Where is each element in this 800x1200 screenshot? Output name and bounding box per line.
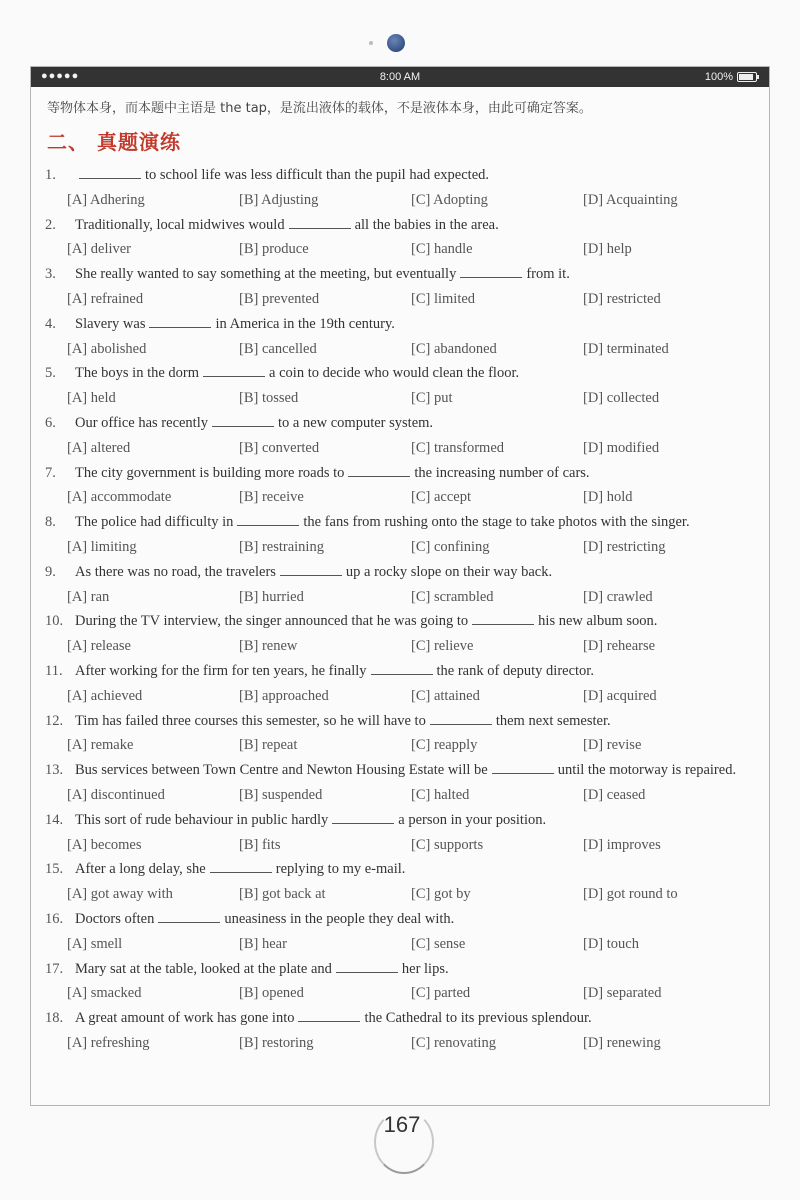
answer-option: [B] produce (239, 241, 309, 258)
question-number: 5. (45, 365, 56, 382)
question-item (45, 857, 755, 907)
question-text-after: the fans from rushing onto the stage to take photos with the singer. (303, 514, 690, 531)
page-content (31, 87, 769, 1056)
answer-option: [A] refreshing (67, 1034, 150, 1051)
question-item (45, 262, 755, 312)
answer-option: [D] separated (583, 985, 662, 1002)
question-number: 6. (45, 414, 56, 431)
answer-blank (298, 1009, 360, 1022)
answer-option: [C] Adopting (411, 191, 488, 208)
question-item (45, 609, 755, 659)
question-text (75, 957, 755, 982)
answer-blank (158, 910, 220, 923)
intro-text: 等物体本身，而本题中主语是 the tap，是流出液体的载体，不是液体本身，由此可确定答案。 (47, 101, 592, 116)
answer-option: [A] discontinued (67, 786, 165, 803)
question-text (75, 609, 755, 634)
answer-option: [D] restricted (583, 290, 661, 307)
answer-option: [B] hurried (239, 588, 304, 605)
question-text (75, 659, 755, 684)
question-text-before: The police had difficulty in (75, 514, 234, 531)
answer-option: [C] supports (411, 836, 484, 853)
question-text-after: her lips. (401, 960, 449, 977)
question-item (45, 411, 755, 461)
question-text (75, 758, 755, 783)
question-text (75, 808, 755, 833)
question-text-after: a coin to decide who would clean the floor. (269, 365, 520, 382)
battery-icon (737, 72, 757, 82)
question-number: 12. (45, 712, 64, 729)
answer-blank (332, 811, 394, 824)
question-stem (45, 1006, 755, 1031)
question-number: 16. (45, 910, 64, 927)
question-text (75, 461, 755, 486)
answer-blank (149, 315, 211, 328)
answer-option: [D] modified (583, 439, 660, 456)
answer-option: [A] altered (67, 439, 131, 456)
answer-option: [A] smacked (67, 985, 142, 1002)
answer-blank (289, 216, 351, 229)
answer-options (45, 337, 755, 362)
question-stem (45, 659, 755, 684)
question-text-after: to school life was less difficult than the pupil had expected. (145, 167, 490, 183)
answer-option: [C] sense (411, 935, 466, 952)
answer-option: [D] renewing (583, 1034, 661, 1051)
answer-options (45, 585, 755, 610)
question-item (45, 560, 755, 610)
answer-options (45, 634, 755, 659)
answer-blank (280, 563, 342, 576)
question-text (75, 709, 755, 734)
answer-options (45, 833, 755, 858)
question-stem (45, 213, 755, 238)
answer-option: [C] got by (411, 886, 471, 903)
answer-option: [C] renovating (411, 1034, 496, 1051)
question-text (75, 907, 755, 932)
answer-options (45, 386, 755, 411)
question-text (75, 213, 755, 238)
answer-blank (460, 265, 522, 278)
question-text-before: A great amount of work has gone into (75, 1010, 295, 1027)
answer-option: [C] accept (411, 489, 471, 506)
answer-option: [C] abandoned (411, 340, 497, 357)
answer-option: [D] help (583, 241, 632, 258)
battery-percent: 100% (704, 71, 733, 83)
question-stem (45, 411, 755, 436)
question-number: 11. (45, 662, 63, 679)
question-text-after: up a rocky slope on their way back. (345, 563, 553, 580)
tablet-screen (30, 66, 770, 1106)
answer-option: [B] tossed (239, 390, 299, 407)
answer-option: [A] held (67, 390, 116, 407)
question-text-after: the increasing number of cars. (414, 464, 590, 481)
answer-option: [A] becomes (67, 836, 142, 853)
question-text-before: She really wanted to say something at the meeting, but eventually (75, 266, 457, 283)
question-text-after: them next semester. (495, 712, 611, 729)
answer-option: [B] got back at (239, 886, 326, 903)
question-text-before: Doctors often (75, 910, 155, 927)
answer-option: [D] hold (583, 489, 633, 506)
answer-options (45, 733, 755, 758)
question-text-after: replying to my e-mail. (275, 861, 406, 878)
answer-option: [A] accommodate (67, 489, 172, 506)
question-text (75, 1006, 755, 1031)
question-text (75, 857, 755, 882)
question-text (75, 163, 755, 188)
answer-option: [C] attained (411, 687, 480, 704)
question-text-after: all the babies in the area. (354, 216, 499, 233)
answer-option: [A] achieved (67, 687, 143, 704)
question-text (75, 262, 755, 287)
answer-option: [A] release (67, 638, 131, 655)
answer-option: [B] opened (239, 985, 304, 1002)
answer-option: [B] converted (239, 439, 320, 456)
answer-option: [B] restraining (239, 538, 324, 555)
question-stem (45, 907, 755, 932)
answer-option: [D] improves (583, 836, 661, 853)
answer-option: [C] handle (411, 241, 473, 258)
answer-blank (79, 166, 141, 179)
question-number: 2. (45, 216, 56, 233)
question-text-after: his new album soon. (538, 613, 658, 630)
answer-option: [A] smell (67, 935, 123, 952)
page-number: 167 (383, 1112, 421, 1137)
question-text (75, 361, 755, 386)
answer-option: [B] hear (239, 935, 287, 952)
question-item (45, 1006, 755, 1056)
answer-option: [C] reapply (411, 737, 478, 754)
answer-option: [D] ceased (583, 786, 646, 803)
answer-option: [B] Adjusting (239, 191, 319, 208)
question-text (75, 312, 755, 337)
answer-option: [B] fits (239, 836, 281, 853)
answer-option: [B] prevented (239, 290, 320, 307)
question-stem (45, 262, 755, 287)
question-text (75, 560, 755, 585)
answer-options (45, 188, 755, 213)
question-number: 13. (45, 762, 64, 779)
question-stem (45, 609, 755, 634)
answer-option: [D] collected (583, 390, 660, 407)
answer-options (45, 981, 755, 1006)
question-stem (45, 957, 755, 982)
answer-option: [A] deliver (67, 241, 132, 258)
answer-option: [B] approached (239, 687, 329, 704)
answer-blank (472, 612, 534, 625)
question-text (75, 510, 755, 535)
answer-blank (237, 513, 299, 526)
question-stem (45, 510, 755, 535)
answer-option: [C] parted (411, 985, 471, 1002)
question-text-before: After working for the firm for ten years, he finally (75, 662, 367, 679)
question-text (75, 411, 755, 436)
answer-option: [D] Acquainting (583, 191, 678, 208)
answer-option: [D] terminated (583, 340, 669, 357)
question-stem (45, 857, 755, 882)
question-text-after: in America in the 19th century. (215, 315, 395, 332)
answer-options (45, 932, 755, 957)
question-item (45, 461, 755, 511)
question-item (45, 312, 755, 362)
answer-option: [C] halted (411, 786, 470, 803)
question-text-before: The boys in the dorm (75, 365, 200, 382)
question-text-before: After a long delay, she (75, 861, 206, 878)
question-text-before: The city government is building more roads to (75, 464, 345, 481)
battery-status (705, 71, 757, 83)
question-text-before: During the TV interview, the singer announced that he was going to (75, 613, 469, 630)
answer-option: [D] touch (583, 935, 639, 952)
answer-blank (210, 860, 272, 873)
answer-option: [D] revise (583, 737, 642, 754)
question-text-before: Slavery was (75, 315, 146, 332)
answer-blank (348, 464, 410, 477)
camera-icon (387, 34, 405, 52)
question-list (45, 163, 755, 1056)
question-text-before: Bus services between Town Centre and Newton Housing Estate will be (75, 762, 488, 779)
question-number: 15. (45, 861, 64, 878)
question-number: 17. (45, 960, 64, 977)
answer-option: [B] suspended (239, 786, 323, 803)
question-number: 3. (45, 266, 56, 283)
answer-option: [B] cancelled (239, 340, 317, 357)
answer-option: [B] repeat (239, 737, 298, 754)
question-item (45, 709, 755, 759)
question-text-after: the Cathedral to its previous splendour. (364, 1010, 592, 1027)
question-number: 4. (45, 315, 56, 332)
question-text-before: Mary sat at the table, looked at the plate and (75, 960, 332, 977)
answer-option: [B] renew (239, 638, 298, 655)
question-text-before: This sort of rude behaviour in public hardly (75, 811, 329, 828)
question-stem (45, 163, 755, 188)
question-text-after: the rank of deputy director. (436, 662, 594, 679)
question-number: 9. (45, 563, 56, 580)
answer-blank (336, 960, 398, 973)
sensor-dot (369, 41, 373, 45)
answer-options (45, 882, 755, 907)
answer-option: [C] limited (411, 290, 476, 307)
answer-options (45, 485, 755, 510)
question-stem (45, 560, 755, 585)
question-text-before: As there was no road, the travelers (75, 563, 276, 580)
question-text-before: Our office has recently (75, 414, 208, 431)
question-text-after: a person in your position. (398, 811, 547, 828)
answer-options (45, 535, 755, 560)
question-item (45, 957, 755, 1007)
answer-option: [C] relieve (411, 638, 474, 655)
question-stem (45, 361, 755, 386)
answer-option: [C] confining (411, 538, 490, 555)
answer-option: [A] got away with (67, 886, 173, 903)
answer-options (45, 237, 755, 262)
question-item (45, 758, 755, 808)
answer-option: [D] crawled (583, 588, 653, 605)
answer-options (45, 436, 755, 461)
answer-blank (430, 712, 492, 725)
question-text-before: Tim has failed three courses this semester, so he will have to (75, 712, 426, 729)
question-text-after: uneasiness in the people they deal with. (224, 910, 455, 927)
answer-blank (492, 761, 554, 774)
question-text-after: to a new computer system. (278, 414, 434, 431)
answer-option: [C] transformed (411, 439, 505, 456)
answer-option: [A] remake (67, 737, 134, 754)
answer-options (45, 287, 755, 312)
question-number: 10. (45, 613, 64, 630)
answer-options (45, 684, 755, 709)
answer-blank (371, 662, 433, 675)
answer-option: [A] refrained (67, 290, 144, 307)
question-item (45, 213, 755, 263)
question-item (45, 163, 755, 213)
question-stem (45, 709, 755, 734)
answer-option: [A] abolished (67, 340, 147, 357)
question-stem (45, 758, 755, 783)
question-number: 8. (45, 514, 56, 531)
answer-option: [A] Adhering (67, 191, 145, 208)
question-item (45, 361, 755, 411)
answer-blank (212, 414, 274, 427)
question-item (45, 510, 755, 560)
answer-blank (203, 364, 265, 377)
answer-option: [B] receive (239, 489, 304, 506)
answer-option: [B] restoring (239, 1034, 314, 1051)
question-number: 18. (45, 1010, 64, 1027)
answer-option: [D] acquired (583, 687, 657, 704)
answer-option: [A] ran (67, 588, 110, 605)
answer-option: [A] limiting (67, 538, 137, 555)
answer-option: [D] rehearse (583, 638, 656, 655)
question-stem (45, 461, 755, 486)
answer-option: [C] put (411, 390, 453, 407)
answer-option: [D] got round to (583, 886, 678, 903)
status-bar (31, 67, 769, 87)
answer-options (45, 1031, 755, 1056)
question-number: 14. (45, 811, 64, 828)
question-item (45, 659, 755, 709)
answer-option: [C] scrambled (411, 588, 494, 605)
question-text-after: until the motorway is repaired. (557, 762, 737, 779)
question-number: 1. (45, 167, 56, 183)
question-item (45, 808, 755, 858)
question-text-after: from it. (526, 266, 570, 283)
question-item (45, 907, 755, 957)
question-stem (45, 808, 755, 833)
section-title: 二、 真题演练 (47, 130, 181, 154)
answer-options (45, 783, 755, 808)
answer-option: [D] restricting (583, 538, 666, 555)
question-stem (45, 312, 755, 337)
question-number: 7. (45, 464, 56, 481)
question-text-before: Traditionally, local midwives would (75, 216, 285, 233)
signal-icon: ●●●●● (41, 70, 80, 82)
status-time: 8:00 AM (379, 71, 421, 83)
